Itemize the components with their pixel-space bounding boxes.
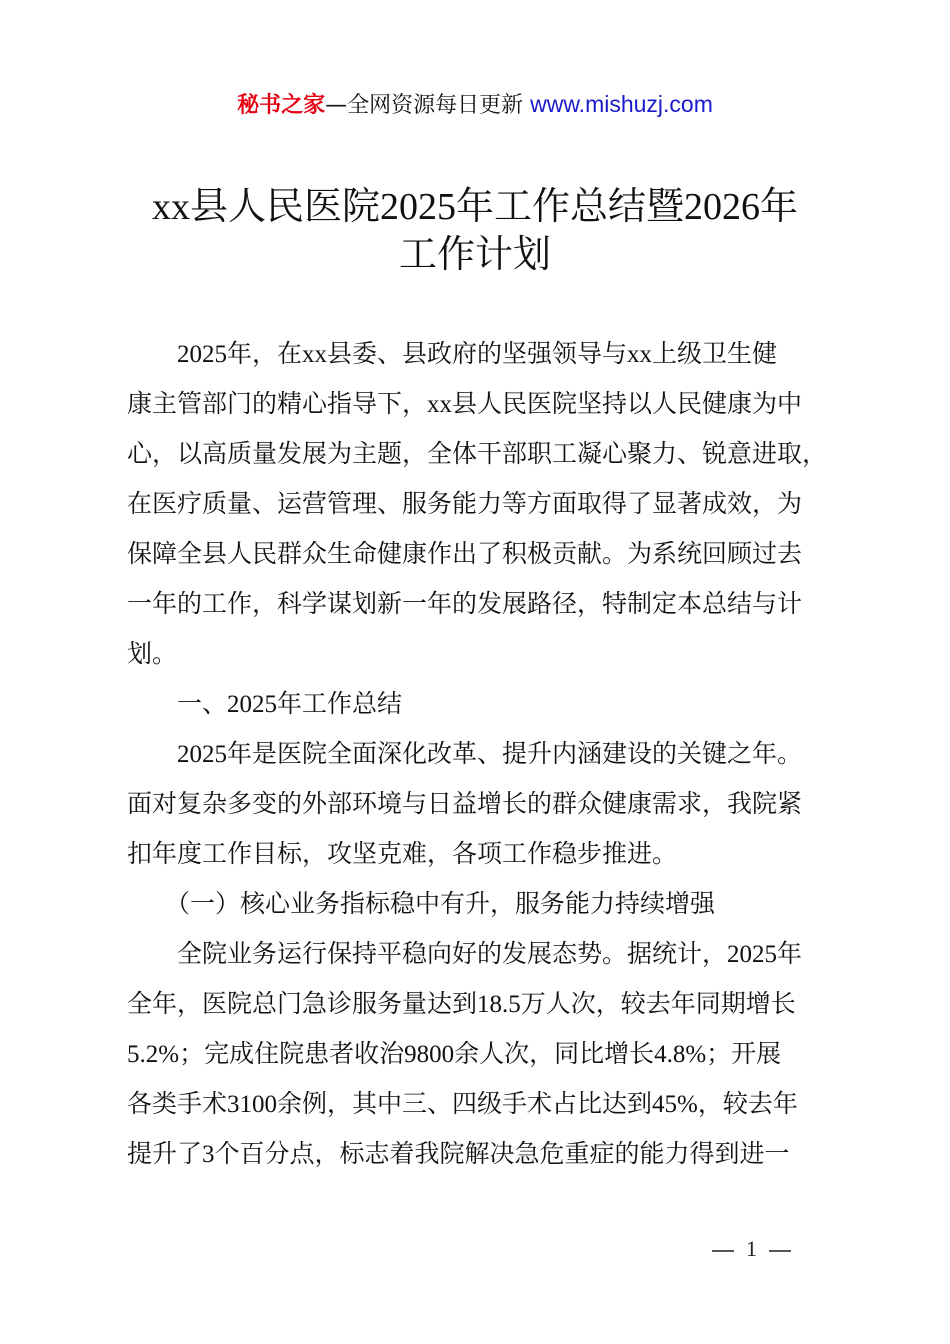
body-line: 各类手术3100余例，其中三、四级手术占比达到45%，较去年 [127,1091,798,1118]
body-line: 一年的工作，科学谋划新一年的发展路径，特制定本总结与计 [127,591,803,618]
body-line: 康主管部门的精心指导下，xx县人民医院坚持以人民健康为中 [127,391,803,418]
body-line: 2025年是医院全面深化改革、提升内涵建设的关键之年。 [177,741,803,768]
document-title-line-1: xx县人民医院2025年工作总结暨2026年 [151,186,798,228]
site-url-link[interactable]: www.mishuzj.com [530,91,713,117]
body-line: 全年，医院总门急诊服务量达到18.5万人次，较去年同期增长 [127,991,796,1018]
body-line: 心，以高质量发展为主题，全体干部职工凝心聚力、锐意进取， [127,441,828,468]
body-line: 2025年，在xx县委、县政府的坚强领导与xx上级卫生健 [177,341,778,368]
body-line: 扣年度工作目标，攻坚克难，各项工作稳步推进。 [127,841,678,868]
section-heading: 一、2025年工作总结 [177,691,403,718]
document-body [127,330,837,1180]
site-banner [0,86,950,124]
page-footer [700,1236,803,1262]
document-title-line-2: 工作计划 [398,234,551,276]
page-number: 1 [746,1236,757,1261]
body-line: 在医疗质量、运营管理、服务能力等方面取得了显著成效，为 [127,491,803,518]
body-line: 5.2%；完成住院患者收治9800余人次，同比增长4.8%；开展 [127,1041,782,1068]
dash-right [769,1250,791,1252]
body-line: 提升了3个百分点，标志着我院解决急危重症的能力得到进一 [127,1141,790,1168]
body-line: 划。 [127,641,178,668]
body-line: 面对复杂多变的外部环境与日益增长的群众健康需求，我院紧 [127,791,803,818]
brand-name: 秘书之家 [237,93,326,118]
body-line: 全院业务运行保持平稳向好的发展态势。据统计，2025年 [177,941,803,968]
dash-left [712,1250,734,1252]
body-line: 保障全县人民群众生命健康作出了积极贡献。为系统回顾过去 [127,541,803,568]
banner-tagline: —全网资源每日更新 [325,93,524,118]
subsection-heading: （一）核心业务指标稳中有升，服务能力持续增强 [165,891,716,918]
